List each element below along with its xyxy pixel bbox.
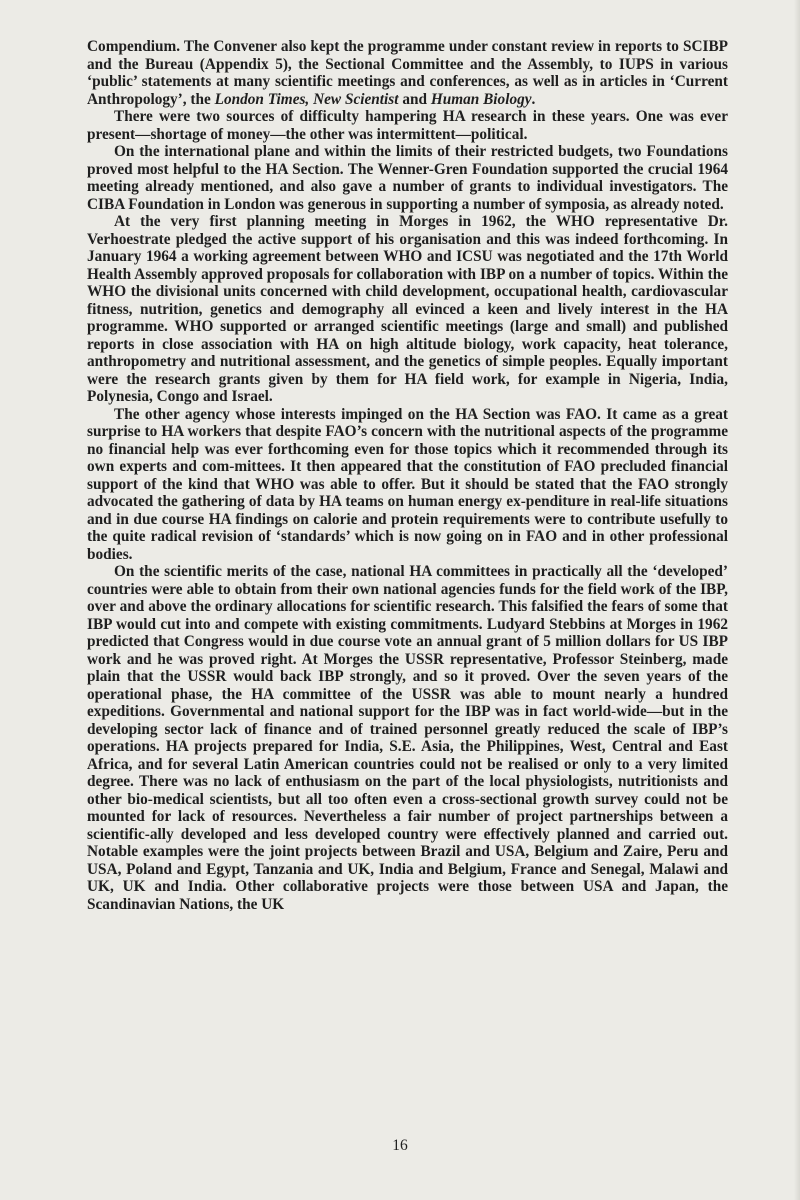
paragraph: [87, 143, 728, 213]
text-run: At the very first planning meeting in Morges in 1962, the WHO representative Dr. Verhoestrate pledged the active support of his organisation and this was indeed forthcoming. In January 1964 a working agreement between WHO and ICSU was negotiated and the 17th World Health Assembly approved proposals for collaboration with IBP on a number of topics. Within the WHO the divisional units concerned with child development, occupational health, cardiovascular fitness, nutrition, genetics and demography all evinced a keen and lively interest in the HA programme. WHO supported or arranged scientific meetings (large and small) and published reports in close association with HA on high altitude biology, work capacity, heat tolerance, anthropometry and nutritional assessment, and the genetics of simple peoples. Equally important were the research grants given by them for HA field work, for example in Nigeria, India, Polynesia, Congo and Israel.: [87, 213, 728, 405]
text-run: Compendium. The Convener also kept the programme under constant review in reports to SCIBP and the Bureau (Appendix 5), the Sectional Committee and the Assembly, to IUPS in various ‘public’ statements at many scientific meetings and conferences, as well as in articles in ‘Current Anthropology’, the: [87, 38, 728, 108]
paragraph: [87, 108, 728, 143]
italic-text: Human Biology: [430, 90, 532, 108]
text-run: .: [531, 90, 536, 108]
paragraph: [87, 406, 728, 564]
page-number: 16: [392, 1137, 408, 1154]
body-text: [87, 38, 728, 913]
text-run: There were two sources of difficulty hampering HA research in these years. One was ever present—shortage of money—the other was intermittent—political.: [87, 108, 728, 143]
text-run: The other agency whose interests impinged on the HA Section was FAO. It came as a great surprise to HA workers that despite FAO’s concern with the nutritional aspects of the programme no financial help was ever forthcoming even for those topics which it recommended through its own experts and com-mittees. It then appeared that the constitution of FAO precluded financial support of the kind that WHO was able to offer. But it should be stated that the FAO strongly advocated the gathering of data by HA teams on human energy ex-penditure in real-life situations and in due course HA findings on calorie and protein requirements were to contribute usefully to the quite radical revision of ‘standards’ which is now going on in FAO and in other professional bodies.: [87, 405, 728, 563]
text-run: On the international plane and within the limits of their restricted budgets, two Foundations proved most helpful to the HA Section. The Wenner-Gren Foundation supported the crucial 1964 meeting already mentioned, and also gave a number of grants to individual investigators. The CIBA Foundation in London was generous in supporting a number of symposia, as already noted.: [87, 143, 728, 213]
paragraph: [87, 563, 728, 913]
italic-text: London Times, New Scientist: [214, 90, 399, 108]
text-run: On the scientific merits of the case, national HA committees in practically all the ‘developed’ countries were able to obtain from their own national agencies funds for the field work of the IBP, over and above the ordinary allocations for scientific research. This falsified the fears of some that IBP would cut into and compete with existing commitments. Ludyard Stebbins at Morges in 1962 predicted that Congress would in due course vote an annual grant of 5 million dollars for US IBP work and he was proved right. At Morges the USSR representative, Professor Steinberg, made plain that the USSR would back IBP strongly, and so it proved. Over the seven years of the operational phase, the HA committee of the USSR was able to mount nearly a hundred expeditions. Governmental and national support for the IBP was in fact world-wide—but in the developing sector lack of finance and of trained personnel greatly reduced the scale of IBP’s operations. HA projects prepared for India, S.E. Asia, the Philippines, West, Central and East Africa, and for several Latin American countries could not be realised or only to a very limited degree. There was no lack of enthusiasm on the part of the local physiologists, nutritionists and other bio-medical scientists, but all too often even a cross-sectional growth survey could not be mounted for lack of resources. Nevertheless a fair number of project partnerships between a scientific-ally developed and less developed country were effectively planned and carried out. Notable examples were the joint projects between Brazil and USA, Belgium and Zaire, Peru and USA, Poland and Egypt, Tanzania and UK, India and Belgium, France and Senegal, Malawi and UK, UK and India. Other collaborative projects were those between USA and Japan, the Scandinavian Nations, the UK: [87, 563, 728, 913]
text-run: and: [398, 90, 431, 108]
page-edge-shadow: [794, 0, 800, 1200]
paragraph: [87, 38, 728, 108]
paragraph: [87, 213, 728, 406]
